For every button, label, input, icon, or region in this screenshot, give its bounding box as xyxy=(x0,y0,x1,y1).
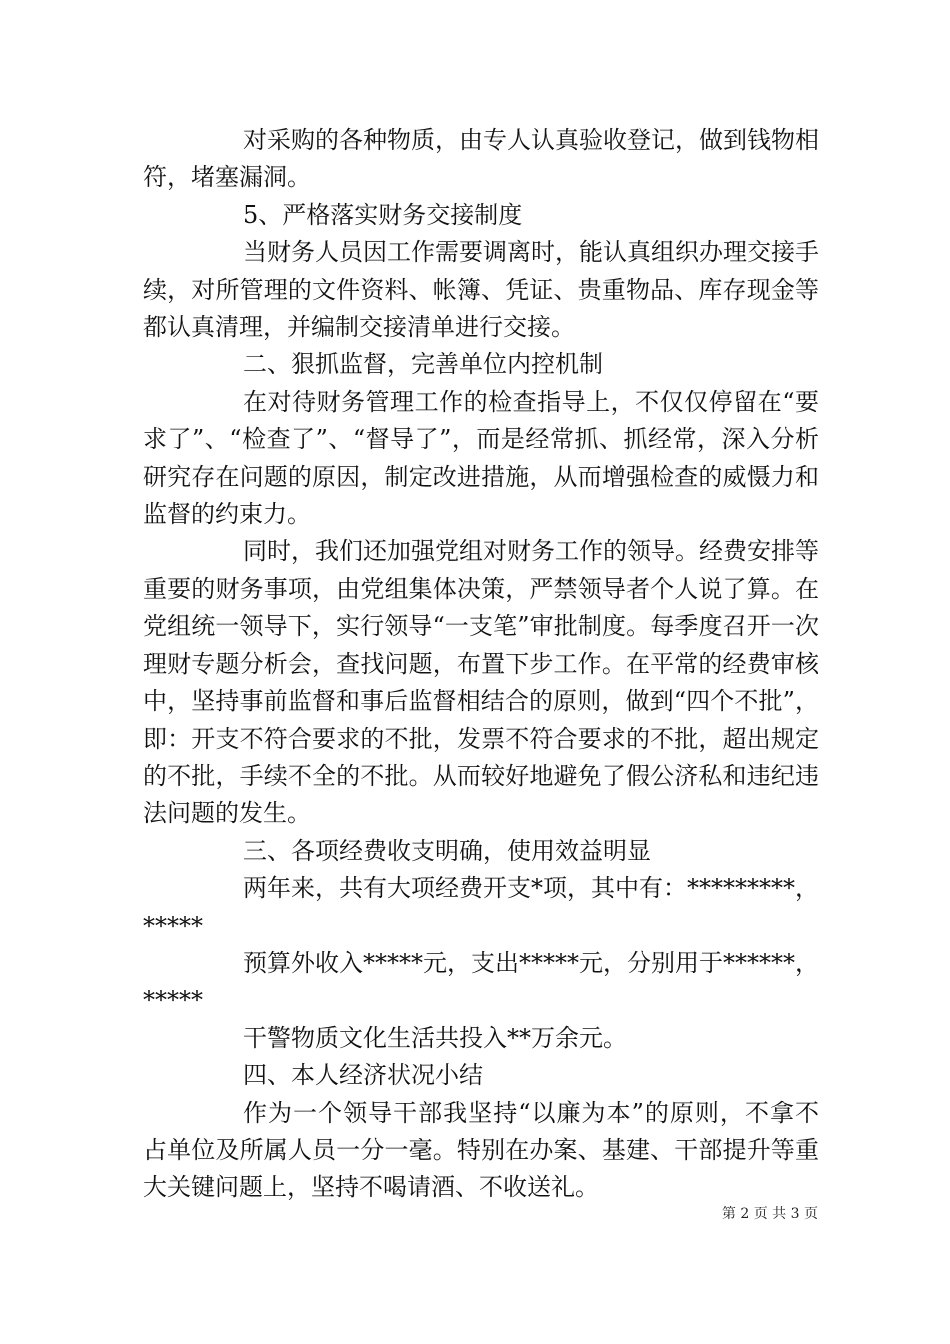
document-body xyxy=(143,122,819,1207)
paragraph-inspection: 在对待财务管理工作的检查指导上，不仅仅停留在“要求了”、“检查了”、“督导了”，而是经常抓、抓经常，深入分析研究存在问题的原因，制定改进措施，从而增强检查的威慑力和监督的约束力。 xyxy=(143,387,819,529)
paragraph-leadership: 同时，我们还加强党组对财务工作的领导。经费安排等重要的财务事项，由党组集体决策，严禁领导者个人说了算。在党组统一领导下，实行领导“一支笔”审批制度。每季度召开一次理财专题分析会，查找问题，布置下步工作。在平常的经费审核中，坚持事前监督和事后监督相结合的原则，做到“四个不批”，即：开支不符合要求的不批，发票不符合要求的不批，超出规定的不批，手续不全的不批。从而较好地避免了假公济私和违纪违法问题的发生。 xyxy=(143,537,819,828)
paragraph-handover: 当财务人员因工作需要调离时，能认真组织办理交接手续，对所管理的文件资料、帐簿、凭证、贵重物品、库存现金等都认真清理，并编制交接清单进行交接。 xyxy=(143,238,819,342)
paragraph-extra-budget: 预算外收入*****元，支出*****元，分别用于******，***** xyxy=(143,948,819,1015)
section-heading-5: 5、严格落实财务交接制度 xyxy=(243,200,523,229)
section-heading-4: 四、本人经济状况小结 xyxy=(243,1061,483,1090)
paragraph-personal-summary: 作为一个领导干部我坚持“以廉为本”的原则，不拿不占单位及所属人员一分一毫。特别在办案、基建、干部提升等重大关键问题上，坚持不喝请酒、不收送礼。 xyxy=(143,1098,819,1202)
paragraph-procurement: 对采购的各种物质，由专人认真验收登记，做到钱物相符，堵塞漏洞。 xyxy=(143,126,819,192)
paragraph-major-expenses: 两年来，共有大项经费开支*项，其中有：*********，***** xyxy=(143,874,819,940)
section-heading-2: 二、狠抓监督，完善单位内控机制 xyxy=(243,350,603,379)
paragraph-staff-investment: 干警物质文化生活共投入**万余元。 xyxy=(243,1023,627,1052)
page-number-footer: 第 2 页 共 3 页 xyxy=(721,1206,818,1222)
section-heading-3: 三、各项经费收支明确，使用效益明显 xyxy=(243,836,651,865)
